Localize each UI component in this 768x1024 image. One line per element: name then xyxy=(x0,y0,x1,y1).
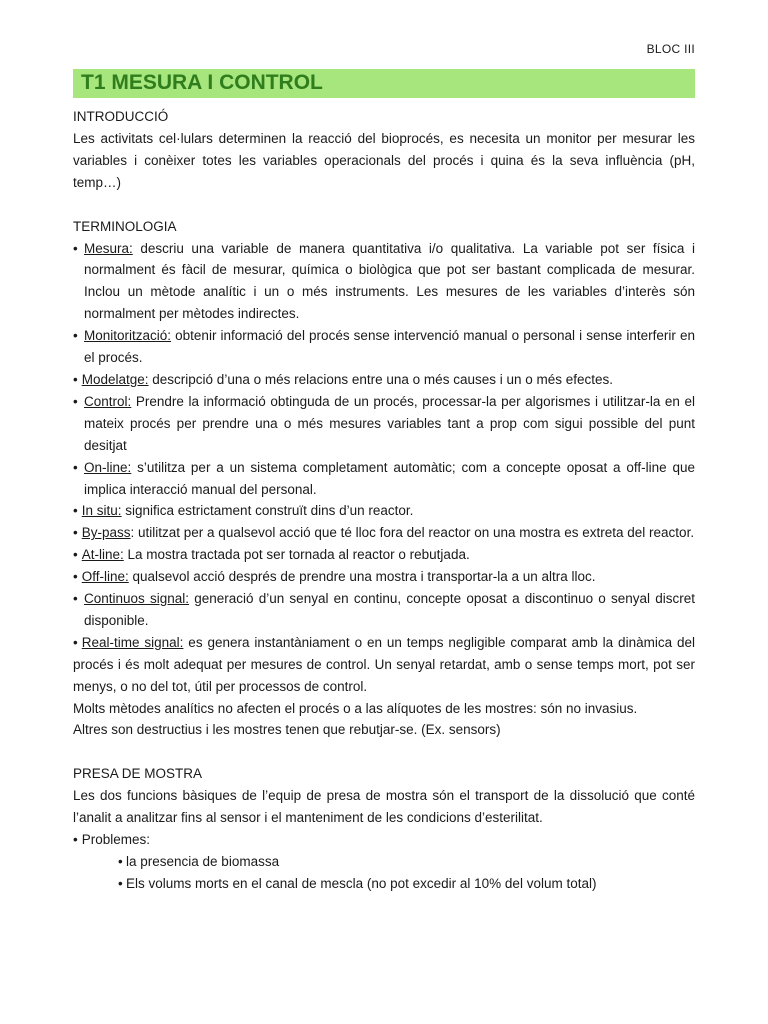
term-item: • By-pass: utilitzat per a qualsevol acció que té lloc fora del reactor on una mostra es extreta del reactor. xyxy=(73,525,695,541)
term-definition: La mostra tractada pot ser tornada al reactor o rebutjada. xyxy=(123,547,470,563)
term-item: • Control: Prendre la informació obtinguda de un procés, processar-la per algorismes i utilitzar-la en el mateix procés per prendre una o més mesures variables tant a prop com sigui possible del punt desitjat xyxy=(73,393,695,453)
document-body xyxy=(73,106,695,895)
term-definition: Prendre la informació obtinguda de un procés, processar-la per algorismes i utilitzar-la en el mateix procés per prendre una o més mesures variables tant a prop com sigui possible del punt desitjat xyxy=(84,393,695,453)
term-definition: : utilitzat per a qualsevol acció que té lloc fora del reactor on una mostra es extreta del reactor. xyxy=(130,525,695,541)
term-definition: es genera instantàniament o en un temps negligible comparat amb la dinàmica del procés i és molt adequat per mesures de control. Un senyal retardat, amb o sense temps mort, pot ser menys, o no del tot, útil per processos de control. xyxy=(73,634,695,694)
term-label: Off-line: xyxy=(81,569,129,585)
term-definition: generació d’un senyal en continu, concepte oposat a discontinuo o senyal discret disponible. xyxy=(84,591,695,628)
problems-list xyxy=(73,851,695,895)
sampling-heading: PRESA DE MOSTRA xyxy=(73,766,203,782)
problems-label: Problemes: xyxy=(81,832,151,848)
term-item: • Monitorització: obtenir informació del procés sense intervenció manual o personal i sense interferir en el procés. xyxy=(73,328,695,366)
page-title: T1 MESURA I CONTROL xyxy=(81,71,323,94)
sampling-text: Les dos funcions bàsiques de l’equip de presa de mostra són el transport de la dissolució que conté l’analit a analitzar fins al sensor i el manteniment de les condicions d’esterilitat. xyxy=(73,788,695,826)
term-item: • At-line: La mostra tractada pot ser tornada al reactor o rebutjada. xyxy=(73,547,470,563)
title-banner xyxy=(73,69,695,98)
term-definition: descripció d’una o més relacions entre una o més causes i un o més efectes. xyxy=(148,371,614,387)
term-label: Control: xyxy=(84,393,132,409)
term-label: On-line: xyxy=(84,459,132,475)
closing-text: Molts mètodes analítics no afecten el procés o a las alíquotes de les mostres: són no invasius. xyxy=(73,700,638,716)
term-item: • Continuos signal: generació d’un senyal en continu, concepte oposat a discontinuo o senyal discret disponible. xyxy=(73,591,695,628)
term-definition: descriu una variable de manera quantitativa i/o qualitativa. La variable pot ser física i normalment és fàcil de mesurar, química o biològica que pot ser bastant complicada de mesurar. Inclou un mètode analític i un o més instruments. Les mesures de les variables d’interès són normalment per mètodes indirectes. xyxy=(84,240,695,322)
intro-text: Les activitats cel·lulars determinen la reacció del bioprocés, es necesita un monitor per mesurar les variables i conèixer totes les variables operacionals del procés i quina és la seva influència (pH, temp…) xyxy=(73,130,695,190)
term-label: Continuos signal: xyxy=(84,591,190,607)
term-label: Real-time signal: xyxy=(81,634,184,650)
problems-item: • Problemes: xyxy=(73,832,151,848)
term-label: Mesura: xyxy=(84,240,133,256)
section-label: BLOC III xyxy=(646,42,695,56)
term-item: • Modelatge: descripció d’una o més relacions entre una o més causes i un o més efectes. xyxy=(73,371,614,387)
term-label: Monitorització: xyxy=(84,328,172,344)
list-item: • la presencia de biomassa xyxy=(118,854,280,869)
term-label: Modelatge: xyxy=(81,371,149,387)
term-definition: qualsevol acció després de prendre una mostra i transportar-la a un altra lloc. xyxy=(128,569,596,585)
closing-text: Altres son destructius i les mostres tenen que rebutjar-se. (Ex. sensors) xyxy=(73,722,501,738)
term-definition: obtenir informació del procés sense intervenció manual o personal i sense interferir en el procés. xyxy=(84,328,695,366)
list-item: • Els volums morts en el canal de mescla (no pot excedir al 10% del volum total) xyxy=(118,875,597,891)
term-label: At-line: xyxy=(81,547,124,563)
term-item: • Real-time signal: es genera instantàniament o en un temps negligible comparat amb la dinàmica del procés i és molt adequat per mesures de control. Un senyal retardat, amb o sense temps mort, pot ser menys, o no del tot, útil per processos de control. xyxy=(73,634,695,694)
terminology-heading: TERMINOLOGIA xyxy=(73,218,177,234)
term-item: • In situ: significa estrictament construït dins d’un reactor. xyxy=(73,503,414,519)
term-label: By-pass xyxy=(81,525,131,541)
term-definition: s’utilitza per a un sistema completament automàtic; com a concepte oposat a off-line que implica interacció manual del personal. xyxy=(84,459,695,497)
term-item: • Mesura: descriu una variable de manera quantitativa i/o qualitativa. La variable pot ser física i normalment és fàcil de mesurar, química o biològica que pot ser bastant complicada de mesurar. Inclou un mètode analític i un o més instruments. Les mesures de les variables d’interès són normalment per mètodes indirectes. xyxy=(73,240,695,322)
term-item: • Off-line: qualsevol acció després de prendre una mostra i transportar-la a un altra lloc. xyxy=(73,569,596,585)
term-item: • On-line: s’utilitza per a un sistema completament automàtic; com a concepte oposat a off-line que implica interacció manual del personal. xyxy=(73,459,695,497)
term-definition: significa estrictament construït dins d’un reactor. xyxy=(121,503,414,519)
term-label: In situ: xyxy=(81,503,122,519)
intro-heading: INTRODUCCIÓ xyxy=(73,109,169,124)
